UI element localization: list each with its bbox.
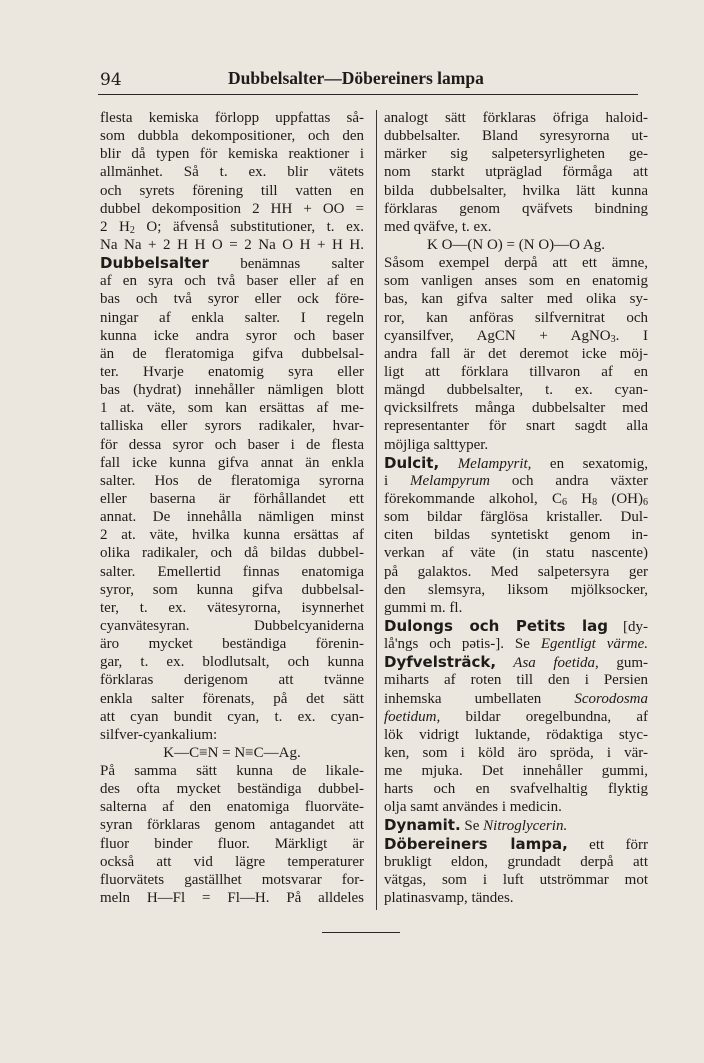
entry-headword: Dubbelsalter <box>100 254 209 273</box>
column-divider <box>376 110 377 910</box>
text-line: miharts af roten till den i Persien <box>384 672 648 689</box>
entry-line <box>100 254 364 272</box>
text-line: fluor binder fluor. Märkligt är <box>100 835 364 852</box>
text-line: ror, kan anföras silfvernitrat och <box>384 309 648 326</box>
left-column <box>100 109 364 907</box>
text-line: bas och två syror eller ock före- <box>100 291 364 308</box>
text-line: fluorvätets gaställhet motsvarar for- <box>100 871 364 888</box>
text-line: representanter för snart sagdt alla <box>384 418 648 435</box>
end-rule <box>322 932 400 933</box>
text-line: citen bildas syntetiskt genom in- <box>384 527 648 544</box>
text-fragment: förekommande alkohol, C <box>384 490 563 507</box>
formula-line: K—C≡N = N≡C—Ag. <box>163 744 301 761</box>
text-line: med qväfve, t. ex. <box>384 218 492 235</box>
text-line: blir då typen för kemiska reaktioner i <box>100 146 364 163</box>
text-line: fall icke kunna gifva annat än enkla <box>100 454 364 471</box>
italic-fragment: Melampyrum <box>410 472 490 489</box>
text-line: På samma sätt kunna de likale- <box>100 763 364 780</box>
formula-line: dubbel dekomposition 2 HH + OO = <box>100 200 364 217</box>
text-line: möjliga salttyper. <box>384 436 489 453</box>
text-line: dubbelsalter. Bland syresyrorna ut- <box>384 128 648 145</box>
text-fragment: benämnas salter <box>208 256 364 273</box>
entry-line <box>384 617 648 635</box>
subscript: 6 <box>643 496 648 508</box>
text-fragment: cyansilfver, AgCN + AgNO <box>384 327 611 344</box>
text-line: förklaras genom qväfvets bindning <box>384 200 648 217</box>
entry-headword: Dulongs och Petits lag <box>384 616 608 635</box>
text-fragment: H <box>567 490 593 507</box>
text-line: bilda dubbelsalter, hvilka lätt kunna <box>384 182 648 199</box>
text-line: qvicksilfrets många dubbelsalter med <box>384 400 648 417</box>
text-fragment: [dy- <box>607 618 648 635</box>
text-line: den slemsyra, liksom mjölksocker, <box>384 581 648 598</box>
text-line: bas, kan gifva salter med olika sy- <box>384 291 648 308</box>
text-line: allmänhet. Så t. ex. blir vätets <box>100 164 364 181</box>
text-line: att cyan bundit cyan, t. ex. cyan- <box>100 708 364 725</box>
text-fragment: O; äfvenså substitutioner, t. ex. <box>134 218 364 235</box>
italic-fragment: Melampyrit, <box>439 455 532 472</box>
text-line <box>384 708 648 726</box>
text-line: harts och en svafvelhaltig flyktig <box>384 781 648 798</box>
text-line: kunna icke andra syror och baser <box>100 327 364 344</box>
subscript: 6 <box>562 496 568 508</box>
text-line: Såsom exempel derpå att ett ämne, <box>384 255 648 272</box>
text-fragment: en sexatomig, <box>531 455 648 472</box>
subscript: 3 <box>610 333 616 345</box>
text-line: bas (hydrat) innehåller nämligen blott <box>100 382 364 399</box>
subscript: 2 <box>129 224 135 236</box>
text-line: analogt sätt förklaras öfriga haloid- <box>384 110 648 126</box>
text-fragment: bildar oregelbundna, af <box>440 708 648 725</box>
text-line: ligt att förklara tillvaron af en <box>384 363 648 380</box>
text-line: för dessa syror och baser i de flesta <box>100 436 364 453</box>
text-line: lök vidrigt luktande, rödaktiga styc- <box>384 726 648 743</box>
running-title: Dubbelsalter—Döbereiners lampa <box>228 68 484 88</box>
subscript: 8 <box>592 496 598 508</box>
formula-line: Na Na + 2 H H O = 2 Na O H + H H. <box>100 236 364 253</box>
text-line: olika radikaler, och då bildas dubbel- <box>100 545 364 562</box>
formula-line <box>384 490 648 508</box>
text-line: cyanvätesyran. Dubbelcyaniderna <box>100 617 364 634</box>
entry-line <box>384 816 648 834</box>
text-line: eller baserna är förhållandet ett <box>100 490 364 507</box>
entry-headword: Dulcit, <box>384 453 440 472</box>
text-line <box>384 635 648 653</box>
text-line: gar, t. ex. blodlutsalt, och kunna <box>100 654 364 671</box>
cross-reference: Egentligt värme. <box>540 636 648 653</box>
text-line <box>384 472 648 490</box>
entry-headword: Dynamit. <box>384 816 461 835</box>
entry-headword: Döbereiners lampa, <box>384 834 568 853</box>
text-line: me mjuka. Det innehåller gummi, <box>384 763 648 780</box>
text-line: annat. De innehålla nämligen minst <box>100 509 364 526</box>
text-line: än de fleratomiga gifva dubbelsal- <box>100 345 364 362</box>
text-fragment: . I <box>615 327 648 344</box>
text-line: på galaktos. Med salpetersyra ger <box>384 563 648 580</box>
text-line: ken, som i köld äro spröda, i vär- <box>384 744 648 761</box>
text-line: meln H—Fl = Fl—H. På alldeles <box>100 890 364 907</box>
text-line: som dubbla dekompositioner, och den <box>100 128 364 145</box>
italic-fragment: Asa foetida, <box>496 655 599 672</box>
text-line: syror, som kunna gifva dubbelsal- <box>100 581 364 598</box>
text-line: gummi m. fl. <box>384 599 463 616</box>
formula-line <box>100 218 364 236</box>
italic-fragment: Scorodosma <box>574 690 648 707</box>
text-fragment: Se <box>460 818 484 835</box>
text-line: salter. Emellertid finnas enatomiga <box>100 563 364 580</box>
text-fragment: och andra växter <box>490 472 648 489</box>
text-line: nom starkt utpräglad förmåga att <box>384 164 648 181</box>
text-fragment: i <box>384 472 411 489</box>
text-line: syran förklaras genom antagandet att <box>100 817 364 834</box>
formula-line <box>384 327 648 345</box>
text-line: des ofta mycket beständiga dubbel- <box>100 781 364 798</box>
text-line: andra fall är det deremot icke möj- <box>384 345 648 362</box>
entry-line <box>384 454 648 472</box>
text-line: verkan af väte (in statu nascente) <box>384 545 648 562</box>
text-line: enkla salter förenats, på det sätt <box>100 690 364 707</box>
text-line: vätgas, som i luft utströmmar mot <box>384 871 648 888</box>
text-line: och syrets förening till vatten en <box>100 182 364 199</box>
text-line: 1 at. väte, som kan ersättas af me- <box>100 400 364 417</box>
entry-line <box>384 653 648 671</box>
formula-line: K O—(N O) = (N O)—O Ag. <box>426 236 606 253</box>
text-line: olja samt användes i medicin. <box>384 799 562 816</box>
text-fragment: (OH) <box>597 490 644 507</box>
text-fragment: inhemska umbellaten <box>384 690 575 707</box>
text-line: märker sig salpetersyrligheten ge- <box>384 146 648 163</box>
entry-line <box>384 835 648 853</box>
text-line <box>384 690 648 708</box>
text-fragment: 2 H <box>100 218 130 235</box>
text-line: som vanligen anses som en enatomig <box>384 273 648 290</box>
text-fragment: lå'ngs och pətis-]. Se <box>384 636 541 653</box>
italic-fragment: foetidum, <box>384 708 441 725</box>
page-header <box>98 68 638 95</box>
cross-reference: Nitroglycerin. <box>483 818 568 835</box>
text-line: flesta kemiska förlopp uppfattas så- <box>100 110 364 126</box>
text-line: som bildar färglösa kristaller. Dul- <box>384 509 648 526</box>
text-line: förklaras derigenom att tvänne <box>100 672 364 689</box>
right-column <box>384 109 648 907</box>
text-line: salterna af den enatomiga fluorväte- <box>100 799 364 816</box>
text-line: mängd dubbelsalter, t. ex. cyan- <box>384 382 648 399</box>
text-line: brukligt eldon, grundadt derpå att <box>384 853 648 870</box>
page-number: 94 <box>100 70 122 90</box>
text-line: salter. Hos de fleratomiga syrorna <box>100 472 364 489</box>
text-fragment: gum- <box>598 655 648 672</box>
text-fragment: ett förr <box>567 836 648 853</box>
text-line: ter, t. ex. vätesyrorna, isynnerhet <box>100 599 364 616</box>
text-line: silfver-cyankalium: <box>100 726 218 743</box>
text-line: äro mycket beständiga förenin- <box>100 636 364 653</box>
text-line: talliska eller syrors radikaler, hvar- <box>100 418 364 435</box>
text-line: af en syra och två baser eller af en <box>100 273 364 290</box>
text-line: 2 at. väte, hvilka kunna ersättas af <box>100 527 364 544</box>
text-line: också att vid lägre temperaturer <box>100 853 364 870</box>
text-line: ningar af enkla salter. I regeln <box>100 309 364 326</box>
entry-headword: Dyfvelsträck, <box>384 653 497 672</box>
text-line: platinasvamp, tändes. <box>384 890 514 907</box>
text-line: ter. Hvarje enatomig syra eller <box>100 363 364 380</box>
